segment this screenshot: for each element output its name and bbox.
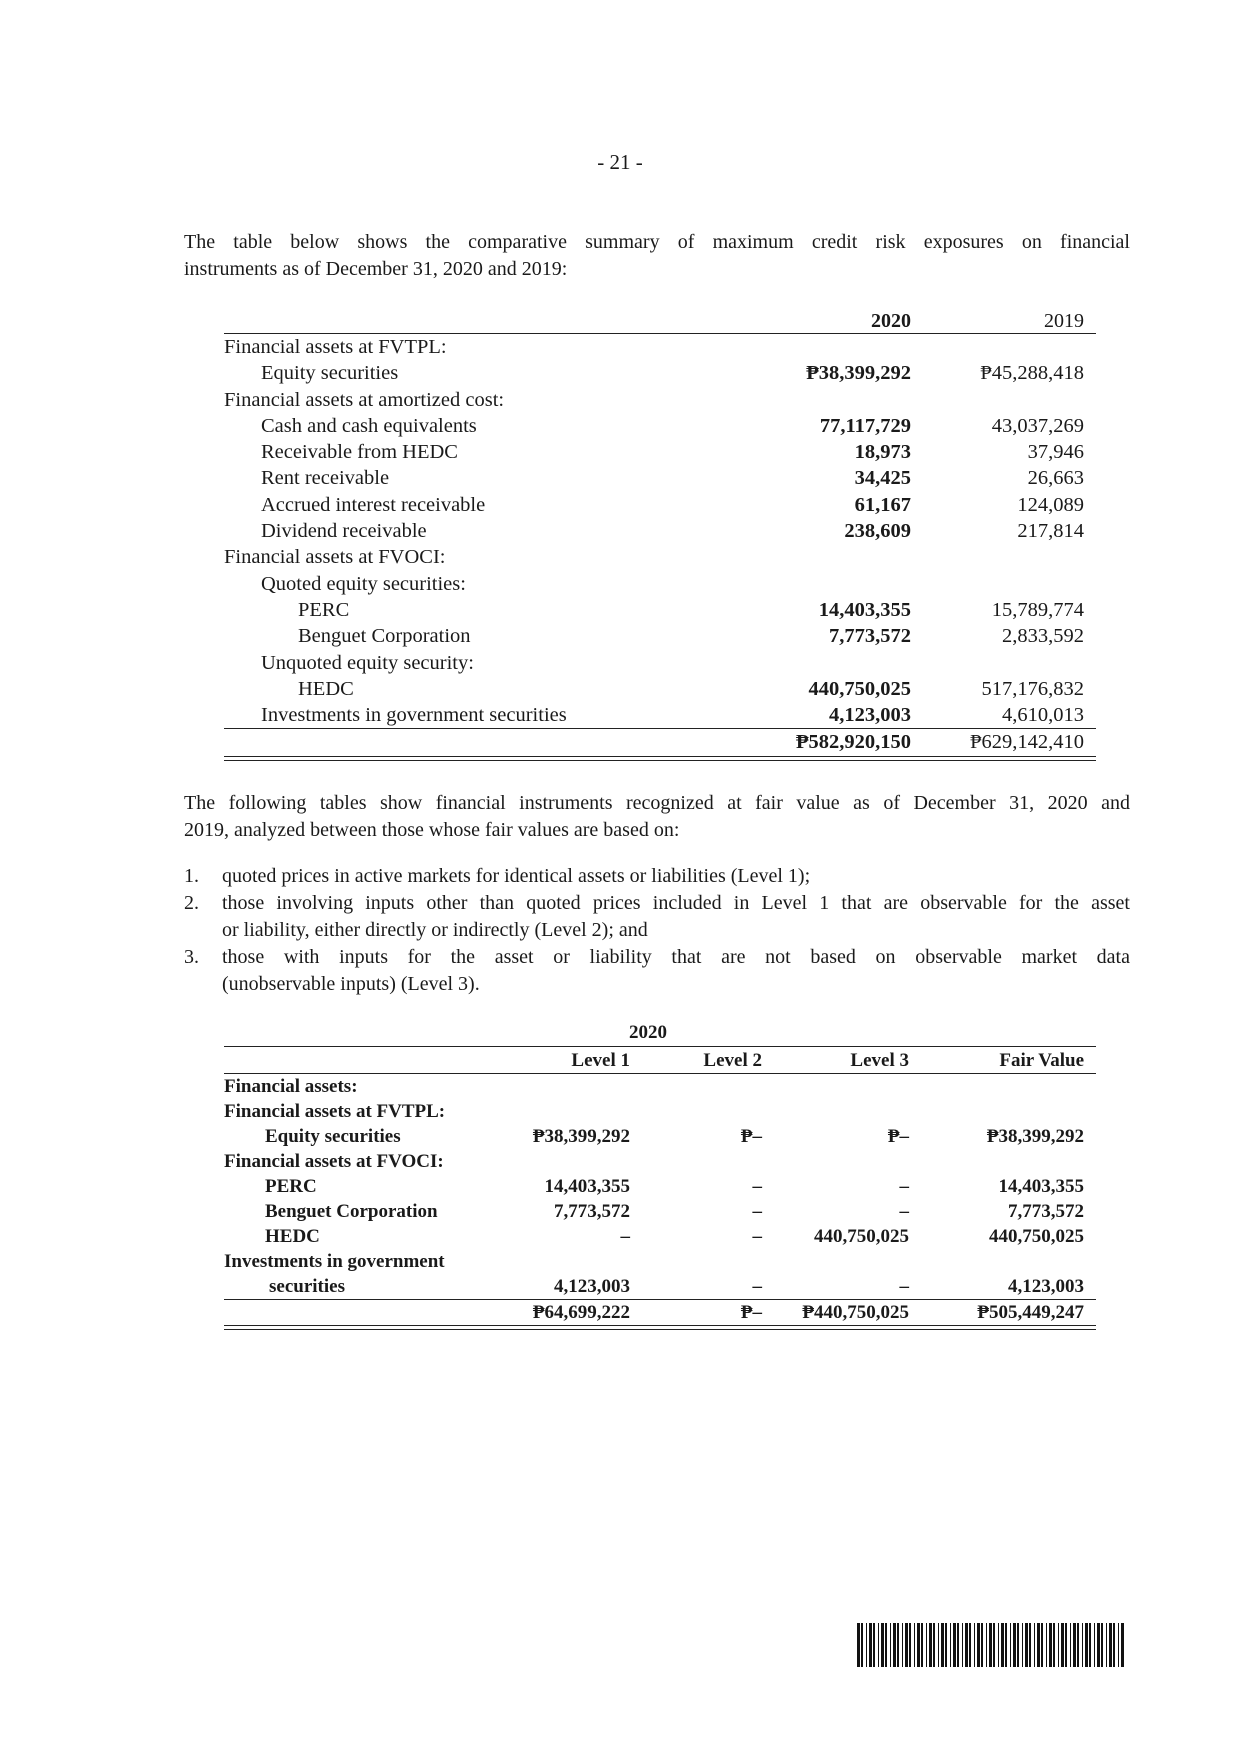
barcode-bar (950, 1623, 951, 1667)
table-row: Accrued interest receivable 61,167 124,089 (261, 493, 1084, 516)
table-row: securities 4,123,003 – – 4,123,003 (269, 1276, 1084, 1297)
table-row: HEDC 440,750,025 517,176,832 (298, 677, 1084, 700)
col-header-fair-value: Fair Value (999, 1050, 1084, 1071)
table-row: Unquoted equity security: (261, 651, 474, 674)
barcode-bar (938, 1623, 939, 1667)
fv-para-line-2: 2019, analyzed between those whose fair values are based on: (184, 819, 680, 841)
barcode-bar (969, 1623, 971, 1667)
list-item: 3. those with inputs for the asset or liability that are not based on observable market data (unobservable inputs) (Level 3). (184, 946, 1130, 995)
col-header-level2: Level 2 (703, 1050, 762, 1071)
barcode-bar (1022, 1623, 1023, 1667)
barcode-bar (998, 1623, 999, 1667)
barcode-bar (1109, 1623, 1112, 1667)
col-header-level3: Level 3 (850, 1050, 909, 1071)
barcode-bar (878, 1623, 879, 1667)
table-row: Investments in government securities 4,123,003 4,610,013 (261, 704, 1084, 727)
barcode-bar (881, 1623, 884, 1667)
barcode-bar (1097, 1623, 1100, 1667)
barcode-icon (857, 1623, 1127, 1667)
barcode-bar (1013, 1623, 1016, 1667)
table-row: Quoted equity securities: (261, 572, 466, 595)
barcode-bar (1073, 1623, 1076, 1667)
table-row: Financial assets at amortized cost: (224, 388, 505, 411)
table-row: Cash and cash equivalents 77,117,729 43,037,269 (261, 414, 1084, 437)
barcode-bar (1101, 1623, 1103, 1667)
barcode-bar (1113, 1623, 1115, 1667)
barcode-bar (1005, 1623, 1007, 1667)
barcode-bar (1070, 1623, 1071, 1667)
barcode-bar (873, 1623, 875, 1667)
barcode-bar (1118, 1623, 1119, 1667)
barcode-bar (1041, 1623, 1043, 1667)
col-header-2020: 2020 (871, 310, 911, 332)
barcode-bar (957, 1623, 959, 1667)
barcode-bar (1053, 1623, 1055, 1667)
barcode-bar (1058, 1623, 1059, 1667)
barcode-bar (977, 1623, 980, 1667)
barcode-bar (1121, 1623, 1124, 1667)
barcode-bar (929, 1623, 932, 1667)
barcode-bar (989, 1623, 992, 1667)
barcode-bar (902, 1623, 903, 1667)
barcode-bar (1077, 1623, 1079, 1667)
barcode-bar (926, 1623, 927, 1667)
barcode-bar (869, 1623, 872, 1667)
barcode-bar (893, 1623, 896, 1667)
fv-year-header: 2020 (629, 1022, 667, 1043)
barcode-bar (861, 1623, 863, 1667)
barcode-bar (962, 1623, 963, 1667)
barcode-bar (1046, 1623, 1047, 1667)
barcode-bar (1085, 1623, 1088, 1667)
fv-column-headers (224, 1047, 1096, 1073)
barcode-bar (914, 1623, 915, 1667)
barcode-bar (986, 1623, 987, 1667)
total-row: ₱64,699,222 ₱– ₱440,750,025 ₱505,449,247 (532, 1302, 1084, 1323)
table-row: Financial assets: (224, 1076, 358, 1097)
barcode-bar (890, 1623, 891, 1667)
barcode-bar (1001, 1623, 1004, 1667)
table-row: Dividend receivable 238,609 217,814 (261, 520, 1084, 543)
list-item: 2. those involving inputs other than quoted prices included in Level 1 that are observable for the asset or liability, either directly or indirectly (Level 2); and (184, 892, 1130, 941)
total-row: ₱582,920,150 ₱629,142,410 (795, 731, 1084, 754)
barcode-bar (941, 1623, 944, 1667)
table-row: Financial assets at FVTPL: (224, 1101, 446, 1122)
barcode-bar (1029, 1623, 1031, 1667)
col-header-level1: Level 1 (571, 1050, 630, 1071)
double-rule (224, 1325, 1096, 1330)
barcode-bar (857, 1623, 860, 1667)
barcode-bar (1094, 1623, 1095, 1667)
table-row: Equity securities ₱38,399,292 ₱45,288,418 (261, 362, 1084, 385)
table-row: PERC 14,403,355 15,789,774 (298, 598, 1084, 621)
barcode-bar (1082, 1623, 1083, 1667)
barcode-bar (933, 1623, 935, 1667)
table-row: Financial assets at FVTPL: (224, 336, 447, 358)
barcode-bar (905, 1623, 908, 1667)
barcode-bar (1025, 1623, 1028, 1667)
barcode-bar (993, 1623, 995, 1667)
intro-line-2: instruments as of December 31, 2020 and 2019: (184, 258, 568, 280)
intro-paragraph (184, 229, 1130, 283)
fair-value-paragraph (184, 790, 1130, 844)
fair-value-table (224, 1020, 1096, 1330)
barcode-bar (1089, 1623, 1091, 1667)
intro-line-1: The table below shows the comparative summary of maximum credit risk exposures on financial (184, 231, 1130, 253)
levels-list (184, 863, 1130, 998)
barcode-bar (981, 1623, 983, 1667)
fv-para-line-1: The following tables show financial instruments recognized at fair value as of December 31, 2020 and (184, 792, 1130, 814)
double-rule (224, 756, 1096, 761)
table-row: Benguet Corporation 7,773,572 – – 7,773,572 (265, 1201, 1084, 1222)
barcode-bar (1017, 1623, 1019, 1667)
barcode-bar (897, 1623, 899, 1667)
barcode-bar (885, 1623, 887, 1667)
barcode-bar (866, 1623, 867, 1667)
barcode-bar (965, 1623, 968, 1667)
table-row: HEDC – – 440,750,025 440,750,025 (265, 1226, 1084, 1247)
barcode-bar (1065, 1623, 1067, 1667)
barcode-bar (917, 1623, 920, 1667)
table-row: Financial assets at FVOCI: (224, 546, 446, 569)
barcode-bar (1061, 1623, 1064, 1667)
col-header-2019: 2019 (1044, 310, 1084, 332)
barcode-bar (909, 1623, 911, 1667)
credit-risk-table (224, 306, 1096, 761)
barcode-bar (1106, 1623, 1107, 1667)
table-row: Receivable from HEDC 18,973 37,946 (261, 441, 1084, 464)
barcode-bar (1049, 1623, 1052, 1667)
barcode-bar (1010, 1623, 1011, 1667)
list-item: 1. quoted prices in active markets for identical assets or liabilities (Level 1); (184, 865, 811, 887)
table-row: Investments in government (224, 1251, 445, 1272)
table-row: Financial assets at FVOCI: (224, 1151, 444, 1172)
table-row: PERC 14,403,355 – – 14,403,355 (265, 1176, 1084, 1197)
barcode-bar (974, 1623, 975, 1667)
barcode-bar (1037, 1623, 1040, 1667)
barcode-bar (921, 1623, 923, 1667)
table-row: Equity securities ₱38,399,292 ₱– ₱– ₱38,399,292 (265, 1126, 1084, 1147)
table-row: Rent receivable 34,425 26,663 (261, 467, 1084, 490)
credit-risk-header (224, 306, 1096, 333)
barcode-bar (1034, 1623, 1035, 1667)
barcode-bar (953, 1623, 956, 1667)
barcode-bar (945, 1623, 947, 1667)
table-row: Benguet Corporation 7,773,572 2,833,592 (298, 625, 1084, 648)
page-number: - 21 - (597, 150, 643, 174)
